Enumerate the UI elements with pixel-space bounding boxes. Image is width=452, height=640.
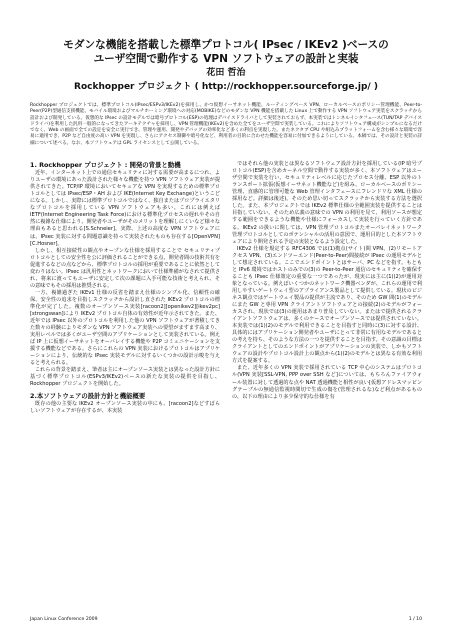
left-column bbox=[30, 161, 220, 415]
left-paragraph-1: 近年、インターネット上での通信セキュリティに対する需要が高まるにつれ、よりユーザの環境にあった設計された様々な機能を持つ VPN ソフトウェア実装が提供されてきた。TCP/IP 環境においてセキュアな VPN を実現するための標準プロトコルとしては IPsec/ESP・AH および IKE(Internet Key Exchange)というこどになる。しかし、実際には標準プロトコルではなく、独自またはプロプライエタリなプロトコルを採用している VPN ソフトウェアも多い。これには例えば IETF(Internet Engineering Task Force)における標準化プロセスの遅れやその自然に複雑な仕様により、開発者やユーザがそのメリットを理解しにくいなど様々な理由もあると思われる[S.Schneier]。実際、上述の高度な VPN ソフトウェアには、IPsec 実装に対する問題意識を持って実装されたものも存在する[OpenVPN][C.Hosner]。 bbox=[30, 170, 220, 247]
body-columns bbox=[30, 161, 422, 415]
left-paragraph-5: 既存の他の主要な IKEv2 オープンソース実装の中にも、[racoon2]などすばらしいソフトウェアが存在するが、本実装 bbox=[30, 400, 220, 414]
section-1-heading: 1. Rockhopper プロジェクト : 開発の背景と動機 bbox=[30, 161, 181, 170]
right-paragraph-3: また、近年多くの VPN 実装で採用されている TCP 中心のシステムはプロトコル(VPN 実装[SSL-VPN, PPP over SSH など]については、もちろんファイアウォール装置に対して透過的な点や NAT 透過機能と相性が良い[仮想アドレスマッピングテーブルの無通信監視時間切で生成の傷を(管理されるな)など利点があるものの、以下の理由により多少保守的な仕様を有 bbox=[232, 365, 422, 400]
right-column bbox=[232, 161, 422, 415]
left-paragraph-2: しかし、相互接続性の観点やオープンな仕様を採用することで セキュリティプロトコルとしての安全性を公に評価されることができる点、開発者間の技術共有を促進するなどの点などから、標準プロトコルの採用が重要であることに依然として変わりはない。IPsec は汎用性とネットワークにおいて仕様準備がなされて提供され、将来に渡ってもユーザに安定して次の課題に入手可能な技術と考えられ、その意味でもその採用は推奨される。 bbox=[30, 247, 220, 289]
left-paragraph-4: これらの背景を踏まえ、筆者は主にオープンソース実装とは異なった設計方針に基づく標準プロトコル(ESPv3/IKEv2)ベースの新たな実装の提供を目指し、Rockhopper プロジェクトを開始した。 bbox=[30, 367, 220, 388]
paper-title-line-2: ユーザ空間で動作する VPN ソフトウェアの設計と実装 bbox=[93, 53, 359, 65]
paper-title-line-1: モダンな機能を搭載した標準プロトコル( IPsec / IKEv2 )ベースの bbox=[63, 39, 389, 51]
left-paragraph-3: 一方、複雑過ぎた IKEv1 仕様の反省を踏まえ仕様のシンプル化、信頼性の確保、安全性の追求を目指しスクラッチから設計し直された IKEv2 プロトコルの標準化が完了した。複数のオープンソース実装[racoon2][openikev2][ikev2pc][strongswan]により IKEv2 プロトコル自体の有効性が近年示されてきた。また、近年では IPsec 以外のプロトコルを利用した他の VPN ソフトウェアが著積してきた数々の経験によりモダンな VPN ソフトウェア実装への要望がますます高まり、実用レベルでは多くがユーザ空間のアプリケーションとして実装されている。例えば IP 上に仮想イーサネットをオーバレイする機能や P2P コミュニケーションを支援する機能などである。さらにこれらの VPN 実装におけるプロトコルはアプリケーションにより、伝統的な IPsec 実装モデルに対するいくつかの設計示唆を与えると考えられる。 bbox=[30, 289, 220, 367]
section-2-heading: 2.本ソフトウェアの設計方針と機能概要 bbox=[30, 391, 146, 400]
paper-header bbox=[30, 38, 422, 93]
right-paragraph-1: ではそれら他の実装とは異なるソフトウェア設計方針を採用している(IP 暗号プロトコル(ESP)を含めカーネル空間で動作する実装が多く、本ソフトウェアはユーザ空間で実装を行い、セキュリティレベルに応じたプロセス分離、ESP 以外のトランスポート拡張(仮想イーサネット機能など)を組み、ローカルベースのポリシー管理、直感的に管理可能な Web 管理インタフェースにフレンドリな XML 仕様の採用など。詳細は後述)。そのため思い切ってスクラッチから実装する方法を選択した。また、本プロジェクトでは IKEv2 標準仕様の全範囲実装を提供することは目指していない。そのため広義の意味での VPN の利用を見て、利用ソースが想定する範囲をできるような機能や仕様にフォーカスして実装を行っていく方針である。IKEv2 の扱いに関しては、VPN 管理プロトコルまたオーバレイネットワーク管理プロトコルとしてのポテンシャルの活用の意図で、運用目的とした本ソフトウェアにより開発される予定の実装となるよう設定した。 bbox=[232, 161, 422, 245]
conference-name: Japan Linux Conference 2009 bbox=[30, 617, 98, 622]
page-number: 1 / 10 bbox=[408, 617, 422, 622]
project-affiliation: Rockhopper プロジェクト ( http://rockhopper.sourceforge.jp/ ) bbox=[74, 82, 378, 92]
author-name: 花田 哲治 bbox=[206, 68, 246, 78]
page-footer bbox=[30, 617, 422, 623]
right-paragraph-2: IKEv2 仕様を規定する RFC4306 では(1)拠点(サイト)間 VPN、(2)リモートアクセス VPN、(3)エンドツーエンド(Peer-to-Peer)間接続が IPsec の運用モデルとして想定されている。ここでエンドポイントとはサーバ、PC などを指す。もともと IPv6 環境ではホストのみでの(3)の Peer-to-Peer 通信のセキュリティを確保することも IPsec 仕様策定の重要な一つであったが、現実には主に(1)(2)が運用対象となっている。例えばいくつかのネットワーク機器ベンダが、これらの運用で利用しやすいゲートウェイ型のアプライアンス製品として提供している。現状のビジネス観点ではゲートウェイ製品の提供が主流であり、そのため GW 間(1)のモデルにまた GW と専用 VPN クライアントソフトウェアとの接続(2)のモデルがフォーカスされ、現状では(3)の運用はあまり普及していない。またはで提供されるクライアントソフトウェアは、多くのケースでオープンソースでは提供されていない。本実装では(1)(2)のモデルで利用できることを目指すと同時に(3)に対する設計、具体的にはアプリケーション開発者やユーザにとって非常に有用なモデルであるとの考えを持ち、そのような方法の一つを提供することを目指す。その意識の目標はクライアントとしてのエンドポイントがアプリケーションの実装で、しかもソフトウェアの設計やプロトコル設計上の観点から(1)(2)のモデルとは異なる有効な利用方式を提案する。 bbox=[232, 245, 422, 365]
abstract: Rockhopper プロジェクトでは、標準プロトコル(IPsec/ESPv3/IKEv2)を採用し、かつ仮想イーサネット機能、ルーティングベース VPN、ローカルベースのポリシー管理機能、Peer-to-Peer(P2P)型通信支援機能、モバイル環境およびマルチホーミング環境への対応(MOBIKE)などのモダンな VPN 機能を搭載した Linux 上で動作する VPN ソフトウェア実装をスクラッチから設計および開発している。仮想的な IPsec の設計モデルでは暗号プロトコル(ESP)の処理はデバイスドライバとして実装されておらず、本実装ではトンネルインタフェース(TUN/TAP デバイスドライバ)を利用した汎用一般的になってきたアーキテクチャを採用し、VPN 管理機能(IKEv2)を含めた全てをユーザ空間で実装している。これによりソフトウェア構成がシンプルになるだけでなく、Web の画面で全ての設定を安全に実行でき、管理や運用、開発やデバッグの効率化など多くの利点を実現した。またネクタブ CPU や組込みプラットフォームを含む様々な環境で容易に適用でき、P2P など自由度の高い VPN を実現し、さらにアクセス制御や暗号化など、利用者の目的に合わせた機能を容易に付加できるようにしている。本稿では、その設計と実装の詳細について述べる。なお、本ソフトウェアは GPL ライセンスとして公開している。 bbox=[30, 103, 422, 146]
